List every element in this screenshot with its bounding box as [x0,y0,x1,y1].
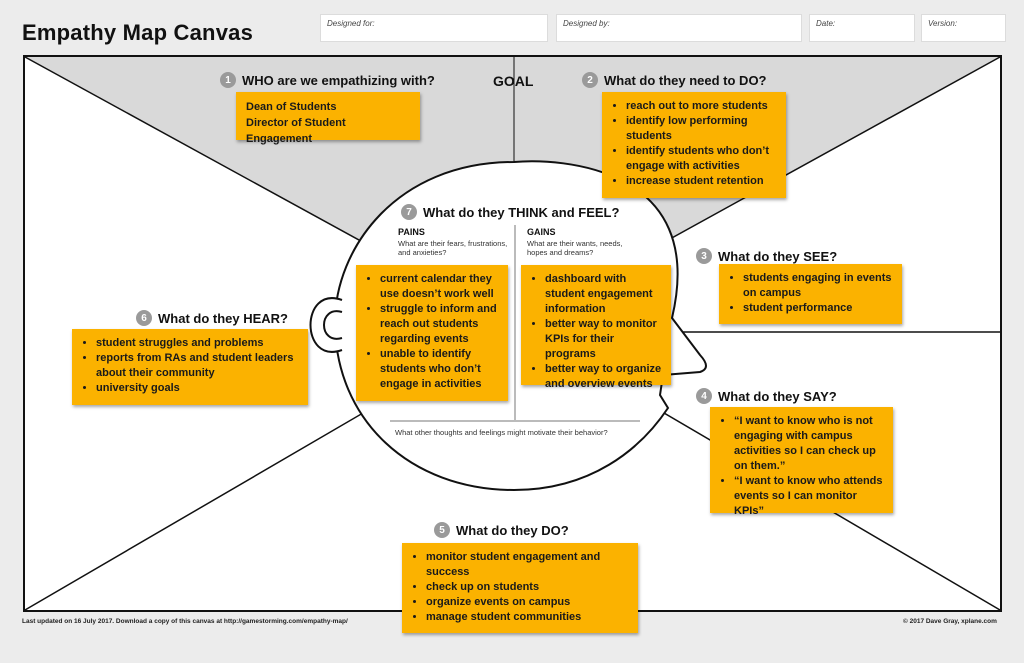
other-thoughts-prompt: What other thoughts and feelings might motivate their behavior? [395,428,608,437]
number-badge-3: 3 [696,248,712,264]
footer-copyright: © 2017 Dave Gray, xplane.com [903,618,997,625]
need-to-do-heading [582,72,767,88]
number-badge-2: 2 [582,72,598,88]
list-item: • reach out to more students [626,99,778,114]
list-item: • dashboard with student engagement information [545,272,663,317]
version-field[interactable]: Version: [921,14,1006,42]
list-item: • “I want to know who is not engaging with campus activities so I can check up on them.” [734,414,885,474]
who-item: Dean of Students [246,101,337,113]
list-item: • check up on students [426,580,630,595]
gains-sticky-note [521,265,671,390]
think-feel-heading [401,204,619,220]
designed-for-field[interactable]: Designed for: [320,14,548,42]
list-item: • “I want to know who attends events so I can monitor KPIs” [734,474,885,519]
list-item: • identify students who don’t engage with activities [626,144,778,174]
number-badge-4: 4 [696,388,712,404]
list-item: • reports from RAs and student leaders about their community [96,351,300,381]
list-item: • students engaging in events on campus [743,271,894,301]
number-badge-7: 7 [401,204,417,220]
do-heading [434,522,569,538]
list-item: • increase student retention [626,174,778,189]
who-heading [220,72,435,88]
goal-label: GOAL [493,73,534,89]
see-sticky-note [719,264,902,324]
need-to-do-sticky-note [602,92,786,198]
see-heading [696,248,837,264]
list-item: • organize events on campus [426,595,630,610]
list-item: • struggle to inform and reach out students regarding events [380,302,500,347]
list-item: • monitor student engagement and success [426,550,630,580]
do-sticky-note [402,543,638,633]
pains-sticky-note [356,265,508,401]
number-badge-6: 6 [136,310,152,326]
need-to-do-title: What do they need to DO? [604,72,767,88]
page-title: Empathy Map Canvas [22,20,254,45]
list-item: • unable to identify students who don’t engage in activities [380,347,500,392]
designed-by-field[interactable]: Designed by: [556,14,802,42]
list-item: • current calendar they use doesn’t work well [380,272,500,302]
say-title: What do they SAY? [718,388,837,404]
footer-last-updated: Last updated on 16 July 2017. Download a copy of this canvas at http://gamestorming.com/empathy-map/ [22,618,348,625]
date-field[interactable]: Date: [809,14,915,42]
think-feel-title: What do they THINK and FEEL? [423,204,620,220]
hear-title: What do they HEAR? [158,310,288,326]
number-badge-5: 5 [434,522,450,538]
pains-header [398,228,508,257]
list-item: • university goals [96,381,300,396]
ear-outline [311,298,343,352]
say-heading [696,388,837,404]
do-title: What do they DO? [456,522,569,538]
list-item: • better way to organize and overview events [545,362,663,392]
number-badge-1: 1 [220,72,236,88]
list-item: • better way to monitor KPIs for their programs [545,317,663,362]
gains-label: GAINS [527,227,556,237]
gains-subtitle: What are their wants, needs, hopes and dreams? [527,239,623,257]
pains-subtitle: What are their fears, frustrations, and anxieties? [398,239,508,257]
gains-header [527,228,639,257]
hear-sticky-note [72,329,308,405]
list-item: • identify low performing students [626,114,778,144]
who-sticky-note [236,92,420,145]
hear-heading [136,310,288,326]
list-item: • student struggles and problems [96,336,300,351]
who-item: Director of Student Engagement [246,117,346,145]
see-title: What do they SEE? [718,248,838,264]
who-title: WHO are we empathizing with? [242,72,435,88]
say-sticky-note [710,407,893,517]
list-item: • student performance [743,301,894,316]
list-item: • manage student communities [426,610,630,625]
pains-label: PAINS [398,227,425,237]
